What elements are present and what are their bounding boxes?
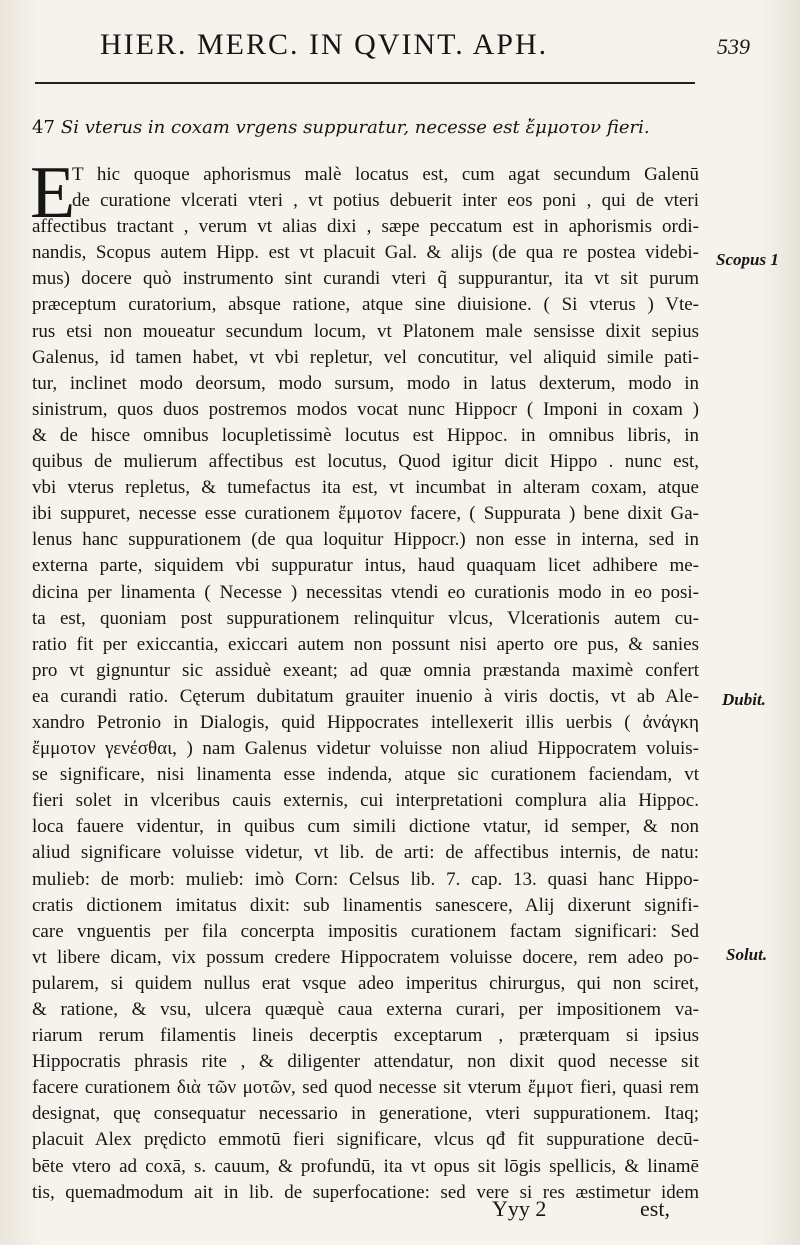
text-line: nandis, Scopus autem Hipp. est vt placuit Gal. & alijs (de qua re postea videbi- bbox=[32, 242, 699, 264]
text-line: care vnguentis per fila concerpta impositis curationem factam significari: Sed bbox=[32, 920, 699, 942]
text-line: Hippocratis phrasis rite , & diligenter attendatur, non dixit quod necesse sit bbox=[32, 1051, 699, 1073]
text-line: facere curationem διὰ τῶν μοτῶν, sed quod necesse sit vterum ἔμμοτ fieri, quasi rem bbox=[32, 1077, 699, 1099]
text-line: vbi vterus repletus, & tumefactus ita est, vt incumbat in alteram coxam, atque bbox=[32, 477, 699, 499]
text-line: Galenus, id tamen habet, vt vbi repletur, vel concutitur, vel aliquid simile pati- bbox=[32, 346, 699, 368]
page-header bbox=[60, 28, 750, 68]
text-line: fieri solet in vlceribus cauis externis, cui interpretationi complura alia Hippoc. bbox=[32, 790, 699, 812]
text-line: aliud significare voluisse videtur, vt lib. de arti: de affectibus internis, de natu: bbox=[32, 842, 699, 864]
text-line: loca fauere videntur, in quibus cum simili dictione vtatur, id semper, & non bbox=[32, 816, 699, 838]
text-line: pro vt gignuntur sic assiduè exeant; ad quæ omnia præstanda maximè confert bbox=[32, 659, 699, 681]
commentary-body bbox=[30, 152, 699, 1206]
text-line: ibi suppuret, necesse esse curationem ἔμμοτον facere, ( Suppurata ) bene dixit Ga- bbox=[32, 503, 699, 525]
text-line: designat, quę consequatur necessario in generatione, vteri suppurationem. Itaq; bbox=[32, 1103, 699, 1125]
margin-note-solut: Solut. bbox=[726, 945, 768, 964]
text-line: riarum rerum filamentis lineis decerptis exceptarum , præterquam si ipsius bbox=[32, 1025, 699, 1047]
text-line: xandro Petronio in Dialogis, quid Hippocrates intellexerit illis uerbis ( ἀνάγκη bbox=[32, 711, 699, 733]
text-line: T hic quoque aphorismus malè locatus est, cum agat secundum Galenū bbox=[72, 164, 699, 185]
text-line: ἔμμοτον γενέσθαι, ) nam Galenus videtur voluisse non aliud Hippocratem voluis- bbox=[32, 738, 699, 760]
text-line: ea curandi ratio. Cęterum dubitatum grauiter inuenio à viris doctis, vt ab Ale- bbox=[32, 685, 699, 707]
text-line: se significare, nisi linamenta esse indenda, atque sic curationem faciendam, vt bbox=[32, 764, 699, 786]
text-line: ratio fit per exiccantia, exiccari autem non possunt nisi aperto ore pus, & sanies bbox=[32, 633, 699, 655]
text-line: dicina per linamenta ( Necesse ) necessitas vtendi eo curationis modo in eo posi- bbox=[32, 581, 699, 603]
running-head: HIER. MERC. IN QVINT. APH. bbox=[100, 28, 549, 61]
text-line: & ratione, & vsu, ulcera quæquè caua externa curari, per impositionem va- bbox=[32, 999, 699, 1020]
text-line: mus) docere quò instrumento sint curandi vteri q̃ suppurantur, ita vt sit purum bbox=[32, 268, 699, 290]
text-line: placuit Alex prędicto emmotū fieri significare, vlcus qđ fit suppuratione decū- bbox=[32, 1129, 699, 1151]
catchword: est, bbox=[640, 1196, 670, 1221]
signature-mark: Yyy 2 bbox=[492, 1196, 547, 1221]
text-line: bēte vtero ad coxā, s. cauum, & profundū, ita vt opus sit lōgis spellicis, & linamē bbox=[32, 1155, 699, 1177]
text-line: lenus hanc suppurationem (de qua loquitur Hippocr.) non esse in interna, sed in bbox=[32, 529, 699, 551]
text-line: externa parte, siquidem vbi suppuratur intus, haud quaquam licet adhibere me- bbox=[32, 555, 699, 577]
aphorism-number: 47 bbox=[32, 117, 55, 138]
text-line: rus etsi non moueatur secundum locum, vt Platonem male sensisse dixit sepius bbox=[32, 320, 699, 342]
text-line: præceptum curatorium, absque ratione, atque sine diuisione. ( Si vterus ) Vte- bbox=[32, 294, 699, 316]
header-rule bbox=[35, 82, 695, 84]
aphorism-heading bbox=[32, 117, 692, 138]
folio-number: 539 bbox=[717, 34, 750, 59]
text-line: affectibus tractant , verum vt alias dixi , sæpe peccatum est in aphorismis ordi- bbox=[32, 216, 699, 238]
margin-note-dubit: Dubit. bbox=[722, 690, 766, 709]
text-line: sinistrum, quos duos postremos modos vocat nunc Hippocr ( Imponi in coxam ) bbox=[32, 398, 699, 420]
text-line: cratis dictionem imitatus dixit: sub linamentis sanescere, Alij dixerunt signifi- bbox=[32, 894, 699, 916]
drop-cap: E bbox=[30, 152, 76, 234]
aphorism-text: Si vterus in coxam vrgens suppuratur, necesse est ἔμμοτον fieri. bbox=[60, 117, 650, 138]
text-line: mulieb: de morb: mulieb: imò Corn: Celsus lib. 7. cap. 13. quasi hanc Hippo- bbox=[32, 868, 699, 890]
text-line: & de hisce omnibus locupletissimè locutus est Hippoc. in omnibus libris, in bbox=[32, 424, 699, 446]
margin-note-scopus: Scopus 1 bbox=[716, 250, 779, 269]
text-line: vt libere dicam, vix possum credere Hippocratem voluisse docere, rem adeo po- bbox=[32, 946, 699, 968]
text-line: ta est, quoniam post suppurationem relinquitur vlcus, Vlcerationis autem cu- bbox=[32, 607, 699, 629]
text-line: pularem, si quidem nullus erat vsque adeo imperitus chirurgus, qui non sciret, bbox=[32, 972, 699, 994]
text-line: quibus de mulierum affectibus est locutus, Quod igitur dicit Hippo . nunc est, bbox=[32, 451, 699, 473]
text-line: tur, inclinet modo deorsum, modo sursum, modo in latus dexterum, modo in bbox=[32, 372, 699, 394]
text-line: tis, quemadmodum ait in lib. de superfocatione: sed vere si res æstimetur idem bbox=[32, 1181, 699, 1203]
text-line: de curatione vlcerati vteri , vt potius debuerit inter eos poni , qui de vteri bbox=[72, 190, 699, 212]
